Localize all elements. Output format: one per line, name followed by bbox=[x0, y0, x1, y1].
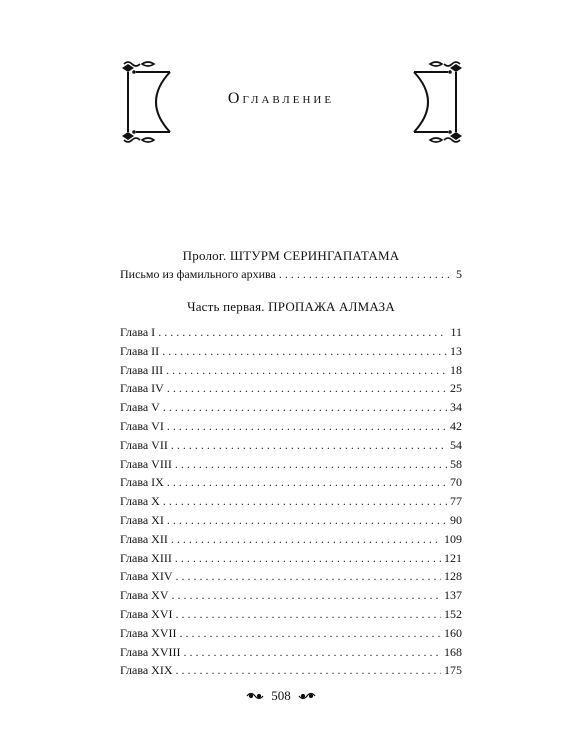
toc-entry-page: 70 bbox=[450, 475, 462, 490]
page-number-text: 508 bbox=[271, 688, 291, 703]
toc-entry-chapter[interactable] bbox=[120, 474, 462, 490]
toc-entry-chapter[interactable] bbox=[120, 606, 462, 622]
toc-entry-label: Глава XII bbox=[120, 531, 168, 546]
flourish-right-icon bbox=[297, 690, 317, 702]
toc-entry-label: Глава XIV bbox=[120, 569, 173, 584]
toc-entry-label: Письмо из фамильного архива bbox=[120, 267, 276, 281]
dot-leader bbox=[279, 266, 453, 282]
toc-entry-chapter[interactable] bbox=[120, 343, 462, 359]
toc-entry-label: Глава XVII bbox=[120, 625, 177, 640]
toc-entry-label: Глава IV bbox=[120, 381, 164, 396]
toc-entry-chapter[interactable] bbox=[120, 493, 462, 509]
toc-entry-label: Глава XI bbox=[120, 513, 164, 527]
toc-entry-page: 42 bbox=[450, 419, 462, 433]
toc-entry-label: Глава X bbox=[120, 494, 160, 509]
toc-entry-chapter[interactable] bbox=[120, 531, 462, 547]
toc-entry-chapter[interactable] bbox=[120, 568, 462, 584]
dot-leader bbox=[176, 568, 441, 584]
toc-entry-label: Глава VII bbox=[120, 437, 168, 452]
toc-entry-label: Глава VIII bbox=[120, 456, 172, 471]
dot-leader bbox=[163, 493, 447, 509]
toc-entry-chapter[interactable] bbox=[120, 625, 462, 641]
toc-entry-chapter[interactable] bbox=[120, 587, 462, 603]
dot-leader bbox=[176, 662, 441, 678]
toc-entry-label: Глава II bbox=[120, 343, 160, 358]
dot-leader bbox=[175, 550, 441, 566]
toc-entry-page: 13 bbox=[450, 343, 462, 358]
toc-entry-page: 168 bbox=[444, 644, 462, 659]
toc-entry-page: 18 bbox=[450, 362, 462, 377]
toc-entry-chapter[interactable] bbox=[120, 550, 462, 566]
toc-entry-chapter[interactable] bbox=[120, 437, 462, 453]
toc-entry-chapter[interactable] bbox=[120, 324, 462, 340]
toc-entry-page: 152 bbox=[444, 607, 462, 621]
toc-entry-page: 109 bbox=[444, 531, 462, 546]
toc-entry-label: Глава VI bbox=[120, 419, 164, 433]
dot-leader bbox=[163, 399, 447, 415]
toc-entry-page: 160 bbox=[444, 625, 462, 640]
toc-entry-page: 58 bbox=[450, 456, 462, 471]
toc-entry-label: Глава IX bbox=[120, 475, 164, 490]
toc-entry-label: Глава XVIII bbox=[120, 644, 181, 659]
toc-entry-page: 77 bbox=[450, 494, 462, 509]
toc-entry-chapter[interactable] bbox=[120, 418, 462, 434]
toc-entry-chapter[interactable] bbox=[120, 380, 462, 396]
dot-leader bbox=[158, 324, 447, 340]
part-one-title: Часть первая. ПРОПАЖА АЛМАЗА bbox=[187, 299, 395, 314]
toc-entry-label: Глава XIII bbox=[120, 550, 172, 565]
toc-entry-chapter[interactable] bbox=[120, 662, 462, 678]
dot-leader bbox=[180, 625, 441, 641]
toc-entry-prologue-letter[interactable] bbox=[120, 266, 462, 282]
toc-entry-page: 34 bbox=[450, 400, 462, 415]
toc-entry-label: Глава V bbox=[120, 400, 160, 415]
toc-entry-page: 11 bbox=[450, 325, 462, 339]
toc-entry-chapter[interactable] bbox=[120, 399, 462, 415]
toc-entry-page: 25 bbox=[450, 381, 462, 396]
toc-entry-page: 5 bbox=[456, 267, 462, 281]
toc-entry-page: 175 bbox=[444, 663, 462, 678]
toc-entry-page: 54 bbox=[450, 437, 462, 452]
flourish-left-icon bbox=[245, 690, 265, 702]
dot-leader bbox=[167, 418, 447, 434]
dot-leader bbox=[166, 362, 447, 378]
toc-entry-label: Глава XV bbox=[120, 588, 169, 603]
toc-entry-chapter[interactable] bbox=[120, 362, 462, 378]
toc-entry-page: 128 bbox=[444, 569, 462, 584]
toc-entry-label: Глава I bbox=[120, 325, 156, 339]
dot-leader bbox=[162, 343, 447, 359]
dot-leader bbox=[171, 531, 441, 547]
dot-leader bbox=[176, 606, 441, 622]
dot-leader bbox=[184, 644, 441, 660]
prologue-title: Пролог. ШТУРМ СЕРИНГАПАТАМА bbox=[182, 248, 400, 263]
dot-leader bbox=[167, 474, 447, 490]
dot-leader bbox=[171, 437, 447, 453]
toc-entry-page: 137 bbox=[444, 588, 462, 603]
dot-leader bbox=[172, 587, 441, 603]
toc-entry-chapter[interactable] bbox=[120, 644, 462, 660]
toc-entry-chapter[interactable] bbox=[120, 456, 462, 472]
toc-entry-label: Глава XVI bbox=[120, 607, 173, 621]
toc-entry-chapter[interactable] bbox=[120, 512, 462, 528]
toc-entry-label: Глава XIX bbox=[120, 663, 173, 678]
toc-entry-page: 121 bbox=[444, 550, 462, 565]
dot-leader bbox=[167, 512, 447, 528]
toc-entry-page: 90 bbox=[450, 513, 462, 527]
page-title: Оглавление bbox=[227, 90, 335, 107]
page-number bbox=[0, 688, 562, 704]
dot-leader bbox=[175, 456, 447, 472]
dot-leader bbox=[167, 380, 447, 396]
toc-entry-label: Глава III bbox=[120, 362, 164, 377]
